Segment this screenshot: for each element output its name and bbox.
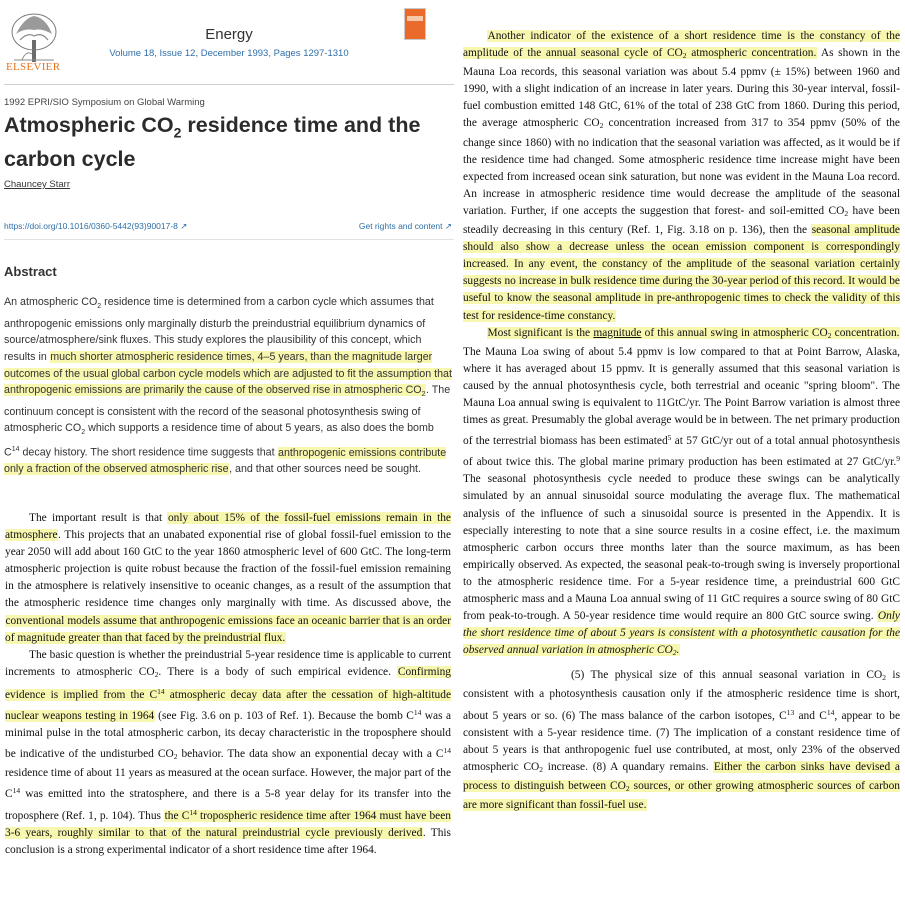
- highlight: the $C^{14}$ tropospheric residence time after 1964 must have been 3-6 years, roughly similar to that of the natural preindustrial cycle previously derived: [5, 807, 451, 839]
- highlight: Most significant is the magnitude of this annual swing in atmospheric $CO_2$ concentration.: [487, 326, 900, 340]
- journal-header: [4, 8, 454, 78]
- journal-cover-thumbnail[interactable]: [404, 8, 426, 40]
- highlight: Another indicator of the existence of a short residence time is the constancy of the amplitude of the annual seasonal cycle of $CO_2$ atmospheric concentration.: [463, 30, 900, 61]
- cover-title-band: [407, 16, 423, 21]
- abstract-text: An atmospheric $CO_2$ residence time is determined from a carbon cycle which assumes that anthropogenic emissions only marginally disturb the preindustrial equilibrium dynamics of source/atmosphere/sink fluxes. This study explores the plausibility of this concept, which results in much shorter atmospheric residence times, 4–5 years, than the magnitude larger outcomes of the usual global carbon cycle models which are adjusted to fit the assumption that anthropogenic emissions are primarily the cause of the observed rise in atmospheric $CO_2$. The continuum concept is consistent with the record of the seasonal photosynthesis swing of atmospheric $CO_2$ which supports a residence time of about 5 years, as also does the bomb $C^{14}$ decay history. The short residence time suggests that anthropogenic emissions contribute only a fraction of the observed atmospheric rise, and that other sources need be sought.: [4, 296, 452, 476]
- publisher-name: ELSEVIER: [6, 61, 61, 73]
- paragraph: The important result is that only about 15% of the fossil-fuel emissions remain in the atmosphere. This projects that an unabated exponential rise of global fossil-fuel emission to the year 2050 will add about 160 GtC to the year 1860 atmospheric level of 600 GtC. The long-term atmospheric projection is quite robust because the fraction of the fossil-fuel emission remaining in the atmosphere is relatively insensitive to oceanic changes, as a result of the assumption that the atmospheric residence time changes only marginally with time. As discussed above, the conventional models assume that anthropogenic emissions face an oceanic barrier that is an order of magnitude greater than that faced by the preindustrial flux.: [5, 512, 451, 644]
- paragraph: Most significant is the magnitude of this annual swing in atmospheric $CO_2$ concentration. The Mauna Loa swing of about 5.4 ppmv is low compared to that at Point Barrow, Alaska, where it has averaged about 15 ppmv. It is generally assumed that this seasonal variation is caused by the annual photosynthesis cycle, both terrestrial and oceanic "spring bloom". The Mauna Loa annual swing is equivalent to 11GtC/yr. The Point Barrow variation is almost three times as great. Presumably the global average would be in between. The net primary production of the terrestrial biomass has been estimated$^5$ at 57 GtC/yr out of a total annual photosynthesis of about twice this. The global marine primary production has been estimated at 27 GtC/yr.$^9$ The seasonal photosynthesis cycle needed to produce these swings can be analytically simulated by an annual sinusoidal source modulating the average flux. The mathematical analysis of the influence of such a sinusoidal source is presented in the Appendix. It is especially interesting to note that a sine source results in a cosine effect, i.e. the maximum atmospheric carbon occurs three months later than the source maximum, as has been empirically observed. As expected, the seasonal peak-to-trough swing is inversely proportional to the atmospheric residence time. For a 5-year residence time, a preindustrial 600 GtC atmospheric mass and a Mauna Loa annual swing of 11 GtC requires a source swing of 80 GtC from peak-to-trough. A 50-year residence time would require an 800 GtC source swing. Only the short residence time of about 5 years is consistent with a photosynthetic causation for the observed annual variation in atmospheric $CO_2$.: [463, 326, 900, 658]
- rights-content-link[interactable]: Get rights and content ↗: [358, 221, 452, 231]
- header-divider: [4, 84, 454, 85]
- highlight: conventional models assume that anthropogenic emissions face an oceanic barrier that is an order of magnitude greater than that faced by the preindustrial flux.: [5, 614, 451, 644]
- scanned-text: [463, 28, 900, 814]
- highlight: Only the short residence time of about 5 years is consistent with a photosynthetic causation for the observed annual variation in atmospheric $CO_2$.: [463, 610, 900, 658]
- highlight: seasonal amplitude should also show a decrease unless the ocean emission component is correspondingly increased. In any event, the constancy of the amplitude of the seasonal variation certainly suggests no increase in bulk residence time during the 30-year period of this record. It would be useful to know the seasonal amplitude in pre-anthropogenic times to check the validity of this test for residence-time constancy.: [463, 224, 900, 322]
- scanned-excerpt-left: [5, 510, 451, 859]
- highlight: only about 15% of the fossil-fuel emissions remain in the atmosphere: [5, 512, 451, 542]
- paragraph: The basic question is whether the preindustrial 5-year residence time is applicable to current increments to atmospheric $CO_2$. There is a body of such empirical evidence. Confirming evidence is implied from the $C^{14}$ atmospheric decay data after the cessation of high-altitude nuclear weapons testing in 1964 (see Fig. 3.6 on p. 103 of Ref. 1). Because the bomb $C^{14}$ was a minimal pulse in the total atmospheric carbon, its decay characteristic in the troposphere should be indicative of the undisturbed $CO_2$ behavior. The data show an exponential decay with a $C^{14}$ residence time of about 11 years as measured at the ocean surface. However, the major part of the $C^{14}$ was emitted into the stratosphere, and there is a 5-8 year delay for its transfer into the troposphere (Ref. 1, p. 104). Thus the $C^{14}$ tropospheric residence time after 1964 must have been 3-6 years, roughly similar to that of the natural preindustrial cycle previously derived. This conclusion is a strong experimental indicator of a short residence time after 1964.: [5, 648, 452, 856]
- author-link[interactable]: Chauncey Starr: [4, 179, 71, 190]
- paragraph: (5) The physical size of this annual seasonal variation in $CO_2$ is consistent with a photosynthesis causation only if the atmospheric residence time is short, about 5 years or so. (6) The mass balance of the carbon isotopes, $C^{13}$ and $C^{14}$, appear to be consistent with a 5-year residence time. (7) The implication of a constant residence time of about 5 years is that anthropogenic fuel use contributed, at most, only 23% of the observed atmospheric $CO_2$ increase. (8) A quandary remains. Either the carbon sinks have devised a process to distinguish between $CO_2$ sources, or other growing atmospheric sources of carbon are more significant than fossil-fuel use.: [463, 669, 901, 812]
- doi-link[interactable]: https://doi.org/10.1016/0360-5442(93)90017-8 ↗: [4, 221, 188, 231]
- journal-volume-link[interactable]: Volume 18, Issue 12, December 1993, Pages 1297-1310: [109, 48, 349, 59]
- article-title: Atmospheric $CO_2$ residence time and the carbon cycle: [4, 113, 421, 172]
- paragraph: Another indicator of the existence of a short residence time is the constancy of the amplitude of the annual seasonal cycle of $CO_2$ atmospheric concentration. As shown in the Mauna Loa records, this seasonal variation was about 5.4 ppmv (± 15%) between 1960 and 1990, with a slight indication of an increase in later years. During this 30-year interval, fossil-fuel combustion emitted 148 GtC, 61% of the total of 238 GtC from 1860. During this period, the average atmospheric $CO_2$ concentration increased from 317 to 354 ppmv (50% of the change since 1860) with no indication that the seasonal variation was affected, as it would be if the residence time had changed. Some atmospheric residence time increase might have been expected from increased ocean sink saturation, but none was evident in the Mauna Loa record. An increase in atmospheric residence time would decrease the amplitude of the seasonal variation. Further, if one accepts the suggestion that forest- and soil-emitted $CO_2$ have been steadily decreasing in this century (Ref. 1, Fig. 3.18 on p. 136), then the seasonal amplitude should also show a decrease unless the ocean emission component is correspondingly increased. In any event, the constancy of the amplitude of the seasonal variation certainly suggests no increase in bulk residence time during the 30-year period of this record. It would be useful to know the seasonal amplitude in pre-anthropogenic times to check the validity of this test for residence-time constancy.: [463, 30, 901, 322]
- symposium-label: 1992 EPRI/SIO Symposium on Global Warming: [4, 97, 205, 108]
- meta-divider: [4, 239, 454, 240]
- abstract-heading: Abstract: [4, 264, 57, 279]
- highlight: Confirming evidence is implied from the $C^{14}$ atmospheric decay data after the cessation of high-altitude nuclear weapons testing in 1964: [5, 665, 452, 723]
- highlight: anthropogenic emissions contribute only a fraction of the observed atmospheric rise: [4, 446, 447, 476]
- journal-name[interactable]: Energy: [205, 26, 253, 43]
- highlight: Either the carbon sinks have devised a process to distinguish between $CO_2$ sources, or other growing atmospheric sources of carbon are more significant than fossil-fuel use.: [463, 760, 900, 812]
- highlight: much shorter atmospheric residence times, 4–5 years, than the magnitude larger outcomes of the usual global carbon cycle models which are adjusted to fit the assumption that anthropogenic emissions are primarily the cause of the observed rise in atmospheric $CO_2$: [4, 350, 452, 399]
- scanned-excerpt-right: [458, 0, 905, 922]
